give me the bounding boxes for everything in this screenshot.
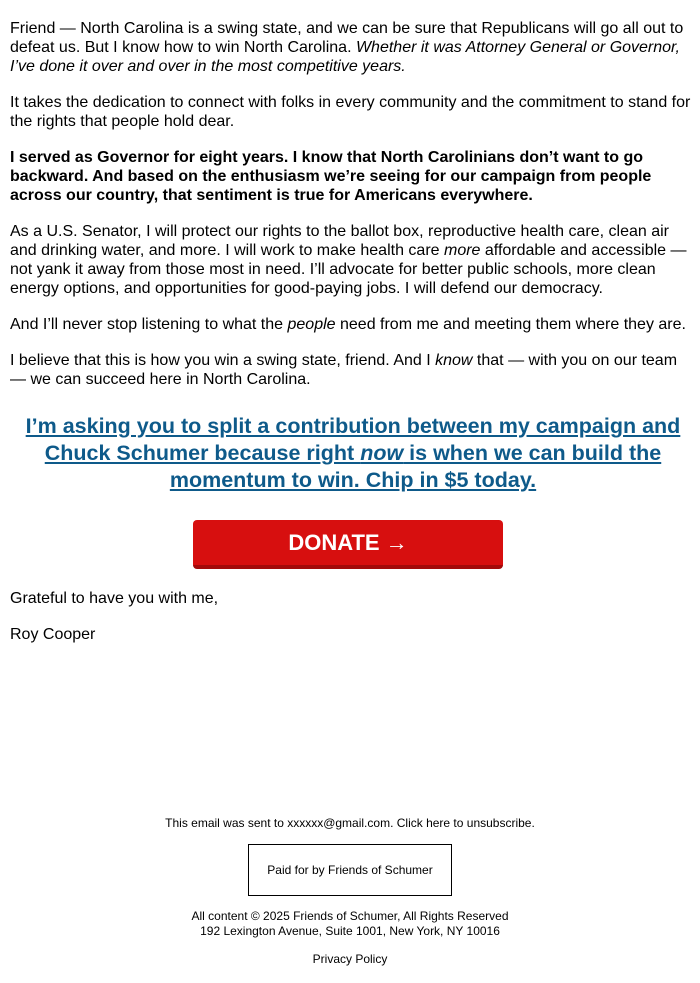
- cta-text-a: I’m asking you to split a contribution between my campaign and Chuck Schumer because right: [25, 414, 681, 465]
- address-line: 192 Lexington Avenue, Suite 1001, New York, NY 10016: [200, 924, 500, 938]
- paragraph-5: [10, 315, 696, 334]
- paragraph-4-text-c: affordable and accessible — not yank it away from those most in need. I’ll advocate for better public schools, more clean energy options, and opportunities for good-paying jobs. I will defend our democracy.: [10, 242, 687, 297]
- paid-for-box: Paid for by Friends of Schumer: [248, 844, 452, 896]
- paragraph-4-text-a: As a U.S. Senator, I will protect our rights to the ballot box, reproductive health care, clean air and drinking water, and more. I will work to make health care: [10, 223, 670, 259]
- paragraph-6-text-a: I believe that this is how you win a swing state, friend. And I: [10, 352, 436, 369]
- paragraph-5-text-c: need from me and meeting them where they are.: [335, 316, 686, 333]
- paragraph-3: I served as Governor for eight years. I know that North Carolinians don’t want to go backward. And based on the enthusiasm we’re seeing for our campaign from people across our country, that sentiment is true for Americans everywhere.: [10, 149, 652, 204]
- email-body: [10, 19, 696, 644]
- footer: [0, 816, 700, 967]
- cta-link[interactable]: [26, 414, 681, 492]
- paragraph-4-italic: more: [443, 242, 481, 259]
- cta-text-c: is when we can build the momentum to win. Chip in $5 today.: [169, 441, 662, 492]
- copyright-block: [0, 909, 700, 939]
- signature: Roy Cooper: [10, 626, 96, 643]
- paragraph-1-italic: Whether it was Attorney General or Governor, I’ve done it over and over in the most competitive years.: [10, 39, 680, 75]
- paragraph-6: [10, 351, 696, 389]
- sent-to-line: [0, 816, 700, 831]
- donate-button-wrapper: [10, 520, 696, 569]
- privacy-policy-link[interactable]: Privacy Policy: [312, 952, 388, 966]
- cta-paragraph: [10, 413, 696, 494]
- paragraph-5-text-a: And I’ll never stop listening to what the: [10, 316, 288, 333]
- paragraph-6-italic: know: [435, 352, 473, 369]
- copyright-line: All content © 2025 Friends of Schumer, All Rights Reserved: [191, 909, 509, 923]
- paragraph-1-text: Friend — North Carolina is a swing state, and we can be sure that Republicans will go all out to defeat us. But I know how to win North Carolina.: [10, 20, 684, 56]
- paragraph-4: [10, 222, 696, 298]
- paragraph-1: [10, 19, 696, 76]
- unsubscribe-link[interactable]: Click here to unsubscribe.: [396, 816, 535, 830]
- paragraph-6-text-c: that — with you on our team — we can succeed here in North Carolina.: [10, 352, 678, 388]
- recipient-email: xxxxxx@gmail.com: [287, 816, 391, 830]
- closing-line: Grateful to have you with me,: [10, 590, 219, 607]
- paragraph-2: It takes the dedication to connect with folks in every community and the commitment to stand for the rights that people hold dear.: [10, 94, 691, 130]
- sent-to-prefix: This email was sent to: [165, 816, 288, 830]
- paragraph-5-italic: people: [287, 316, 336, 333]
- cta-italic: now: [360, 441, 404, 465]
- sent-to-separator: .: [390, 816, 397, 830]
- donate-button[interactable]: DONATE →: [193, 520, 503, 569]
